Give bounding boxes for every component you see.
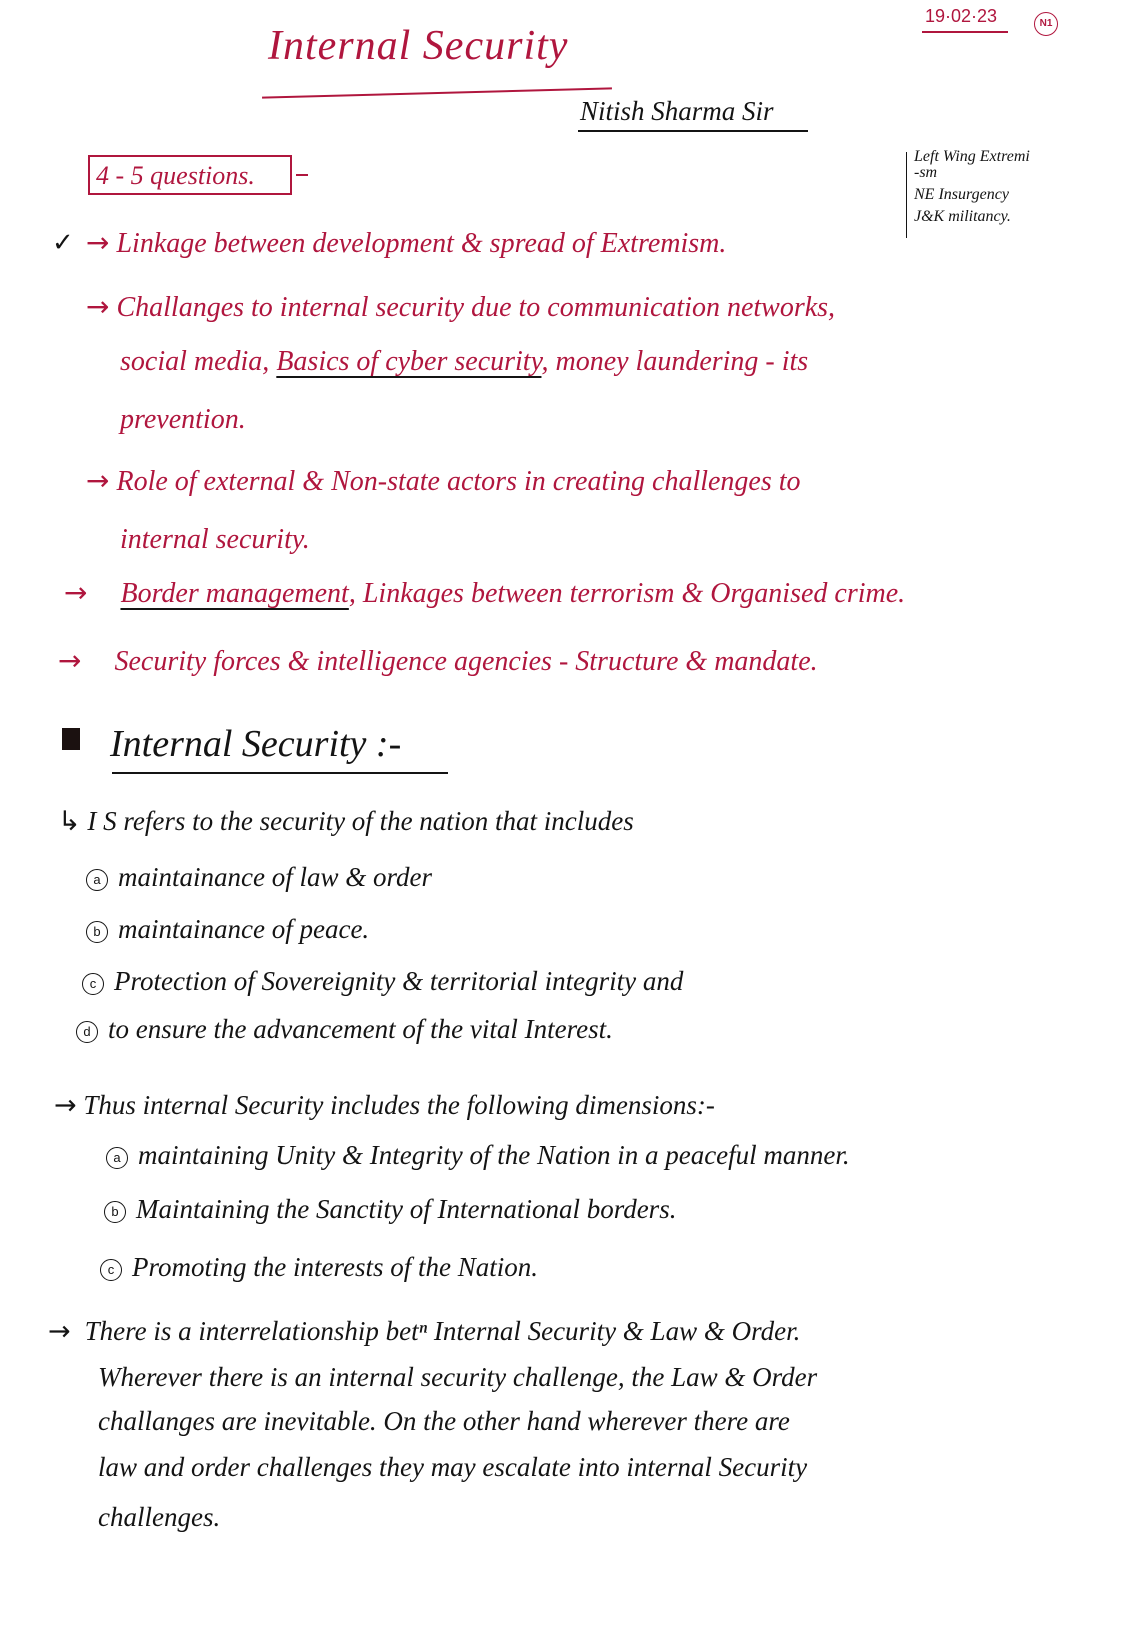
syllabus-item [86, 464, 801, 498]
syllabus-item-continuation [120, 404, 246, 436]
syllabus-text: Security forces & intelligence agencies - Structure & mandate. [114, 646, 818, 677]
section-heading: Internal Security :- [110, 723, 402, 765]
page-marker: N1 [1034, 12, 1058, 36]
arrow-icon: → [86, 290, 110, 323]
syllabus-text: , Linkages between terrorism & Organised crime. [348, 578, 906, 609]
question-count-box: 4 - 5 questions. [88, 155, 292, 195]
arrow-icon: → [54, 1090, 77, 1121]
syllabus-text: Role of external & Non-state actors in creating challenges to [116, 466, 801, 497]
arrow-icon: → [64, 576, 88, 609]
circled-marker: d [76, 1021, 98, 1043]
dimension-item [104, 1194, 676, 1225]
circled-marker: b [104, 1201, 126, 1223]
side-note: NE Insurgency [914, 186, 1009, 203]
page-title: Internal Security [268, 23, 569, 69]
author: Nitish Sharma Sir [580, 96, 774, 126]
includes-text: maintainance of law & order [118, 862, 432, 892]
bullet-square-icon [62, 728, 80, 750]
side-note: Left Wing Extremi [914, 148, 1030, 165]
syllabus-item [86, 226, 726, 260]
check-mark-icon: ✓ [52, 228, 74, 258]
dimension-item [100, 1252, 538, 1283]
syllabus-text: , money laundering - its [541, 346, 809, 377]
dimensions-intro [54, 1090, 715, 1121]
relationship-line: Wherever there is an internal security challenge, the Law & Order [98, 1362, 818, 1392]
dimension-text: maintaining Unity & Integrity of the Nation in a peaceful manner. [138, 1140, 850, 1170]
includes-item [76, 1014, 613, 1045]
syllabus-text: Challanges to internal security due to communication networks, [116, 292, 836, 323]
corner-arrow-icon: ↳ [58, 806, 81, 837]
relationship-line: law and order challenges they may escalate into internal Security [98, 1452, 808, 1482]
includes-item [86, 914, 369, 945]
definition [58, 806, 634, 837]
circled-marker: b [86, 921, 108, 943]
side-note: J&K militancy. [914, 208, 1011, 225]
syllabus-text: social media, [120, 346, 270, 377]
syllabus-item [64, 576, 905, 610]
circled-marker: a [86, 869, 108, 891]
underlined-topic: Basics of cyber security [276, 346, 542, 377]
dimension-text: Maintaining the Sanctity of International borders. [136, 1194, 677, 1224]
arrow-icon: → [48, 1316, 71, 1347]
syllabus-text: Linkage between development & spread of Extremism. [116, 228, 727, 259]
dimension-text: Promoting the interests of the Nation. [132, 1252, 538, 1282]
relationship-line: challenges. [98, 1502, 221, 1532]
circled-marker: c [82, 973, 104, 995]
syllabus-text: prevention. [120, 404, 246, 435]
side-notes [900, 146, 1030, 228]
includes-text: to ensure the advancement of the vital Interest. [108, 1014, 613, 1044]
circled-marker: c [100, 1259, 122, 1281]
relationship-line: challanges are inevitable. On the other hand wherever there are [98, 1406, 790, 1436]
section-underline [112, 772, 448, 774]
includes-text: maintainance of peace. [118, 914, 370, 944]
syllabus-item-continuation [120, 346, 808, 378]
side-note: -sm [914, 164, 938, 181]
author-underline [578, 130, 808, 132]
date-underline [922, 31, 1008, 33]
includes-item [82, 966, 683, 997]
underlined-topic: Border management [120, 578, 349, 609]
arrow-icon: → [86, 464, 110, 497]
title-underline [262, 87, 612, 98]
relationship-line: There is a interrelationship betⁿ Internal Security & Law & Order. [84, 1316, 801, 1346]
relationship-paragraph [48, 1316, 800, 1347]
date: 19·02·23 [925, 6, 998, 26]
syllabus-item [58, 644, 818, 678]
box-dash [296, 174, 308, 176]
syllabus-text: internal security. [120, 524, 310, 555]
dimensions-intro-text: Thus internal Security includes the following dimensions:- [83, 1090, 715, 1120]
includes-text: Protection of Sovereignity & territorial integrity and [114, 966, 684, 996]
dimension-item [106, 1140, 850, 1171]
syllabus-item [86, 290, 835, 324]
circled-marker: a [106, 1147, 128, 1169]
syllabus-item-continuation [120, 524, 310, 556]
definition-text: I S refers to the security of the nation that includes [87, 806, 634, 836]
includes-item [86, 862, 432, 893]
arrow-icon: → [58, 644, 82, 677]
arrow-icon: → [86, 226, 110, 259]
